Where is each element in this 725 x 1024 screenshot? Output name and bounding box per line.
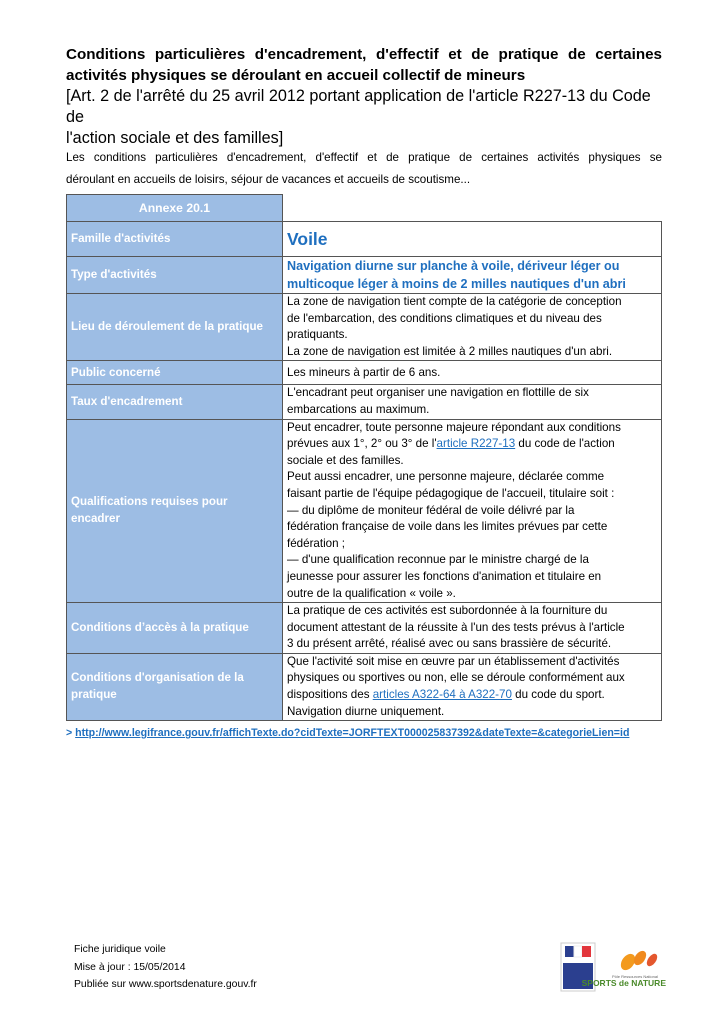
- text: dispositions des: [287, 688, 373, 702]
- subtitle-line: [Art. 2 de l'arrêté du 25 avril 2012 portant application de l'article R227-13 du Code de: [66, 87, 651, 126]
- cell-line: 3 du présent arrêté, réalisé avec ou sans brassière de sécurité.: [287, 637, 612, 651]
- intro-paragraph: [66, 147, 662, 191]
- cell-line: La pratique de ces activités est subordonnée à la fourniture du: [287, 604, 608, 618]
- page-title: [66, 44, 662, 86]
- taux-value: [283, 385, 662, 419]
- cell-line: L'encadrant peut organiser une navigation en flottille de six: [287, 386, 589, 400]
- taux-label: Taux d'encadrement: [67, 385, 283, 419]
- orga-value: [283, 653, 662, 720]
- intro-line: déroulant en accueils de loisirs, séjour de vacances et accueils de scoutisme...: [66, 173, 471, 186]
- articles-a322-link[interactable]: articles A322-64 à A322-70: [372, 688, 512, 702]
- text: du code du sport.: [511, 688, 605, 702]
- cell-line: La zone de navigation tient compte de la catégorie de conception: [287, 295, 622, 308]
- footer-line: Mise à jour : 15/05/2014: [74, 961, 186, 973]
- article-r227-13-link[interactable]: article R227-13: [436, 437, 516, 451]
- cell-line: Que l'activité soit mise en œuvre par un établissement d'activités: [287, 654, 620, 668]
- acces-label: Conditions d’accès à la pratique: [67, 603, 283, 654]
- cell-line: de l'embarcation, des conditions climatiques et du niveau des: [287, 311, 602, 325]
- cell-line: sociale et des familles.: [287, 453, 404, 467]
- cell-line: Navigation diurne uniquement.: [287, 704, 445, 718]
- legifrance-link[interactable]: http://www.legifrance.gouv.fr/affichTexte.do?cidTexte=JORFTEXT000025837392&dateTexte=&categorieLien=id: [75, 727, 630, 739]
- public-value: Les mineurs à partir de 6 ans.: [283, 361, 662, 385]
- lieu-value: [283, 294, 662, 361]
- source-line: [66, 727, 629, 739]
- title-line: activités physiques se déroulant en accueil collectif de mineurs: [66, 67, 526, 84]
- logo-small-text: Pôle Ressources National: [611, 974, 658, 979]
- conditions-table: [66, 194, 662, 721]
- cell-line: — du diplôme de moniteur fédéral de voile délivré par la: [287, 503, 575, 517]
- cell-line: — d'une qualification reconnue par le ministre chargé de la: [287, 553, 589, 567]
- cell-line: physiques ou sportives ou non, elle se déroule conformément aux: [287, 671, 625, 685]
- cell-line: fédération ;: [287, 536, 346, 550]
- title-line: Conditions particulières d'encadrement, d'effectif et de pratique de certaines: [66, 46, 662, 63]
- footer-line: Fiche juridique voile: [74, 944, 166, 955]
- blank-cell: [283, 195, 662, 222]
- public-label: Public concerné: [67, 361, 283, 385]
- cell-line: document attestant de la réussite à l'un des tests prévus à l'article: [287, 620, 625, 634]
- cell-line: [287, 687, 657, 704]
- arrow-prefix: >: [66, 727, 76, 739]
- intro-line: Les conditions particulières d'encadrement, d'effectif et de pratique de certaines activités physiques se: [66, 151, 662, 164]
- cell-line: pratiquants.: [287, 328, 348, 342]
- cell-line: multicoque léger à moins de 2 milles nautiques d'un abri: [287, 277, 626, 291]
- qualif-label: Qualifications requises pour encadrer: [67, 419, 283, 603]
- cell-line: Peut aussi encadrer, une personne majeure, déclarée comme: [287, 470, 605, 484]
- page-subtitle: [66, 86, 666, 149]
- cell-line: Peut encadrer, toute personne majeure répondant aux conditions: [287, 420, 621, 434]
- acces-value: [283, 603, 662, 654]
- type-label: Type d'activités: [67, 257, 283, 294]
- footer-line: Publiée sur www.sportsdenature.gouv.fr: [74, 979, 257, 990]
- cell-line: [287, 436, 657, 453]
- qualif-value: [283, 419, 662, 603]
- famille-label: Famille d'activités: [67, 222, 283, 257]
- ministry-and-sports-nature-logo: [560, 942, 668, 992]
- lieu-label: Lieu de déroulement de la pratique: [67, 294, 283, 361]
- logo-text: SPORTS de NATURE: [581, 978, 666, 988]
- orga-label: Conditions d'organisation de la pratique: [67, 653, 283, 720]
- cell-line: embarcations au maximum.: [287, 402, 430, 416]
- type-value: [283, 257, 662, 294]
- cell-line: Navigation diurne sur planche à voile, dériveur léger ou: [287, 259, 620, 273]
- footer: [74, 941, 257, 994]
- text: du code de l'action: [515, 437, 615, 451]
- cell-line: outre de la qualification « voile ».: [287, 586, 456, 600]
- cell-line: jeunesse pour assurer les fonctions d'animation et titulaire en: [287, 569, 602, 583]
- cell-line: La zone de navigation est limitée à 2 milles nautiques d'un abri.: [287, 344, 613, 358]
- text: prévues aux 1°, 2° ou 3° de l': [287, 437, 437, 451]
- subtitle-line: l'action sociale et des familles]: [66, 129, 284, 147]
- famille-value: Voile: [283, 222, 662, 257]
- annexe-header: Annexe 20.1: [67, 195, 283, 222]
- cell-line: fédération française de voile dans les limites prévues par cette: [287, 520, 608, 534]
- cell-line: faisant partie de l'équipe pédagogique de l'accueil, titulaire soit :: [287, 486, 615, 500]
